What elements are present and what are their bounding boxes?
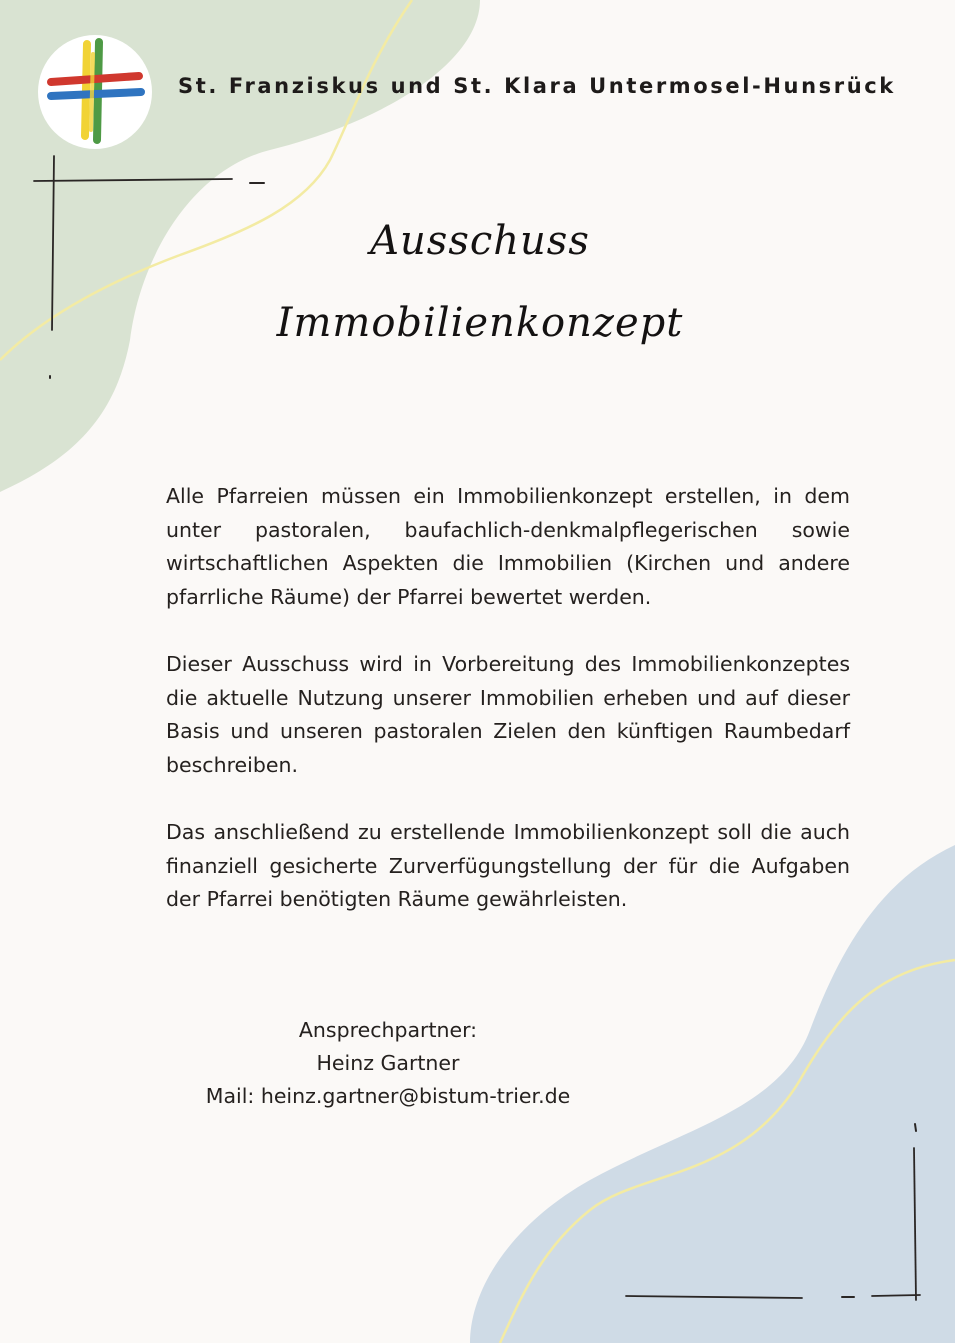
organization-name: St. Franziskus und St. Klara Untermosel-Hunsrück — [178, 74, 896, 98]
parish-cross-logo — [37, 34, 153, 150]
paragraph: Dieser Ausschuss wird in Vorbereitung des Immobilienkonzeptes die aktuelle Nutzung unserer Immobilien erheben und auf dieser Basis und unseren pastoralen Zielen den künftigen Raumbedarf beschreiben. — [166, 651, 850, 777]
contact-mail[interactable]: Mail: heinz.gartner@bistum-trier.de — [205, 1084, 571, 1108]
paragraph: Das anschließend zu erstellende Immobilienkonzept soll die auch finanziell gesicherte Zurverfügungstellung der für die Aufgaben der Pfarrei benötigten Räume gewährleisten. — [166, 819, 850, 912]
paragraph: Alle Pfarreien müssen ein Immobilienkonzept erstellen, in dem unter pastoralen, baufachlich-denkmalpflegerischen sowie wirtschaftlichen Aspekten die Immobilien (Kirchen und andere pfarrliche Räume) der Pfarrei bewertet werden. — [166, 484, 850, 609]
title-line-2: Immobilienkonzept — [276, 300, 684, 346]
contact-block — [180, 1014, 596, 1113]
contact-name: Heinz Gartner — [316, 1051, 460, 1075]
body-text — [166, 480, 850, 950]
contact-label: Ansprechpartner: — [298, 1018, 478, 1042]
title-line-1: Ausschuss — [370, 218, 590, 264]
